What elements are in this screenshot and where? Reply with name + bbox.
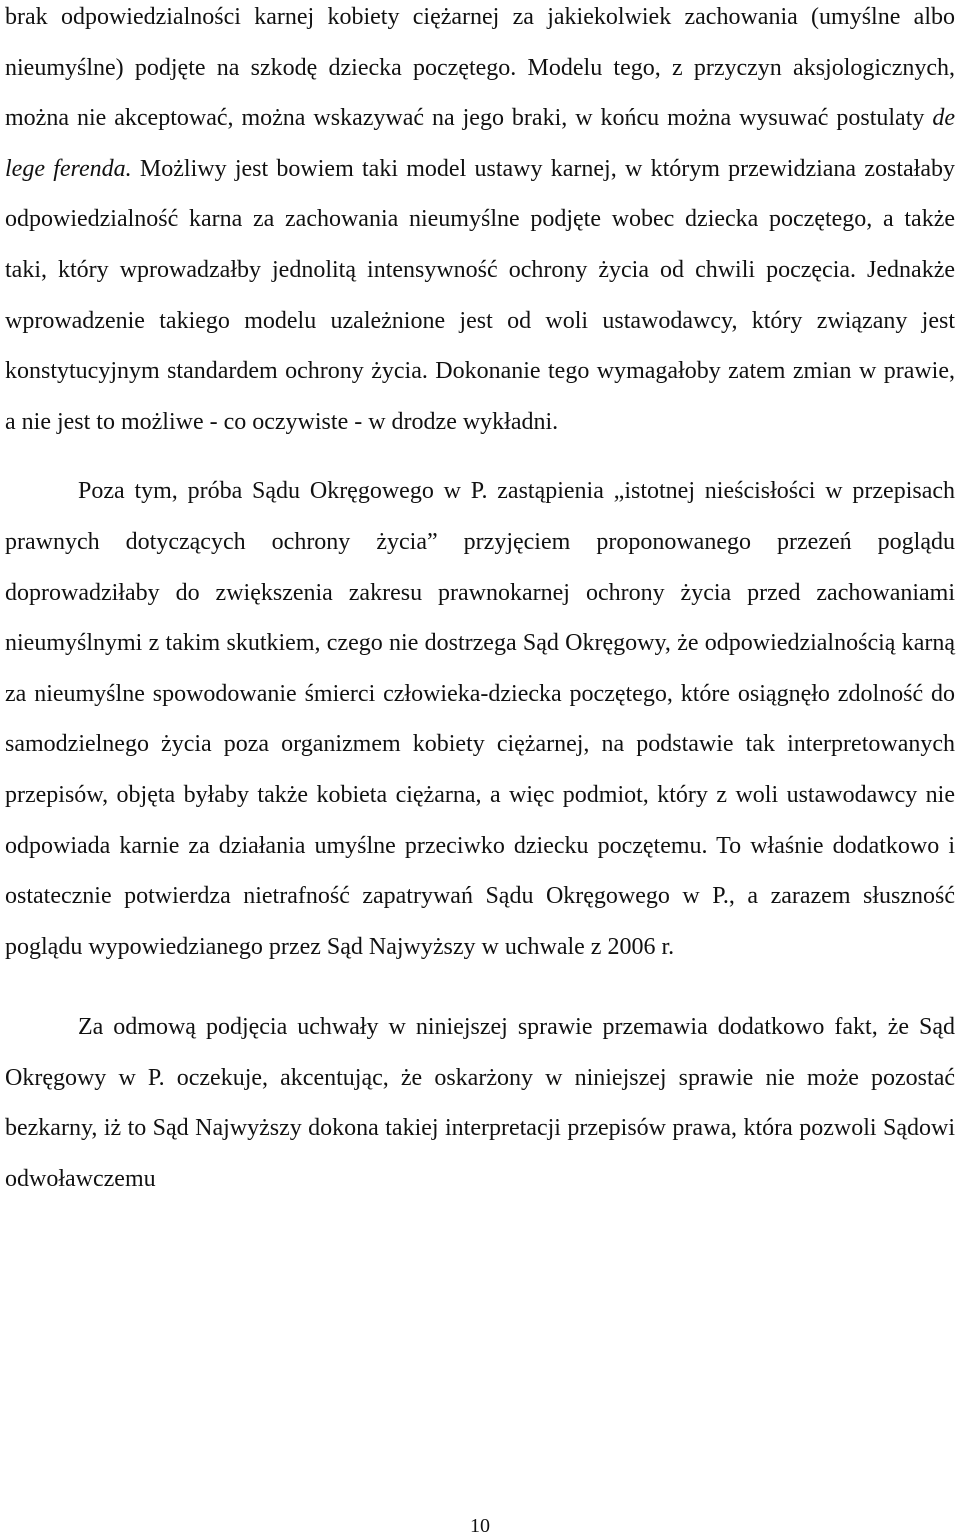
paragraph-1-text-end: Możliwy jest bowiem taki model ustawy karnej, w którym przewidziana zostałaby odpowiedzialność karna za zachowania nieumyślne podjęte wobec dziecka poczętego, a także taki, który wprowadzałby jednolitą intensywność ochrony życia od chwili poczęcia. Jednakże wprowadzenie takiego modelu uzależnione jest od woli ustawodawcy, który związany jest konstytucyjnym standardem ochrony życia. Dokonanie tego wymagałoby zatem zmian w prawie, a nie jest to możliwe - co oczywiste - w drodze wykładni. — [5, 155, 955, 435]
paragraph-1-italic-phrase: de lege ferenda. — [5, 105, 955, 182]
page-number: 10 — [470, 1515, 490, 1537]
paragraph-2: Poza tym, próba Sądu Okręgowego w P. zastąpienia „istotnej nieścisłości w przepisach prawnych dotyczących ochrony życia” przyjęciem proponowanego przezeń poglądu doprowadziłaby do zwiększenia zakresu prawnokarnej ochrony życia przed zachowaniami nieumyślnymi z takim skutkiem, czego nie dostrzega Sąd Okręgowy, że odpowiedzialnością karną za nieumyślne spowodowanie śmierci człowieka-dziecka poczętego, które osiągnęło zdolność do samodzielnego życia poza organizmem kobiety ciężarnej, na podstawie tak interpretowanych przepisów, objęta byłaby także kobieta ciężarna, a więc podmiot, który z woli ustawodawcy nie odpowiada karnie za działania umyślne przeciwko dziecku poczętemu. To właśnie dodatkowo i ostatecznie potwierdza nietrafność zapatrywań Sądu Okręgowego w P., a zarazem słuszność poglądu wypowiedzianego przez Sąd Najwyższy w uchwale z 2006 r. — [5, 478, 955, 960]
body-text — [5, 0, 955, 1205]
paragraph-1 — [5, 0, 955, 447]
paragraph-1-text-start: brak odpowiedzialności karnej kobiety ciężarnej za jakiekolwiek zachowania (umyślne albo nieumyślne) podjęte na szkodę dziecka poczętego. Modelu tego, z przyczyn aksjologicznych, można nie akceptować, można wskazywać na jego braki, w końcu można wysuwać postulaty — [5, 4, 955, 132]
paragraph-3: Za odmową podjęcia uchwały w niniejszej sprawie przemawia dodatkowo fakt, że Sąd Okręgowy w P. oczekuje, akcentując, że oskarżony w niniejszej sprawie nie może pozostać bezkarny, iż to Sąd Najwyższy dokona takiej interpretacji przepisów prawa, która pozwoli Sądowi odwoławczemu — [5, 1014, 955, 1193]
